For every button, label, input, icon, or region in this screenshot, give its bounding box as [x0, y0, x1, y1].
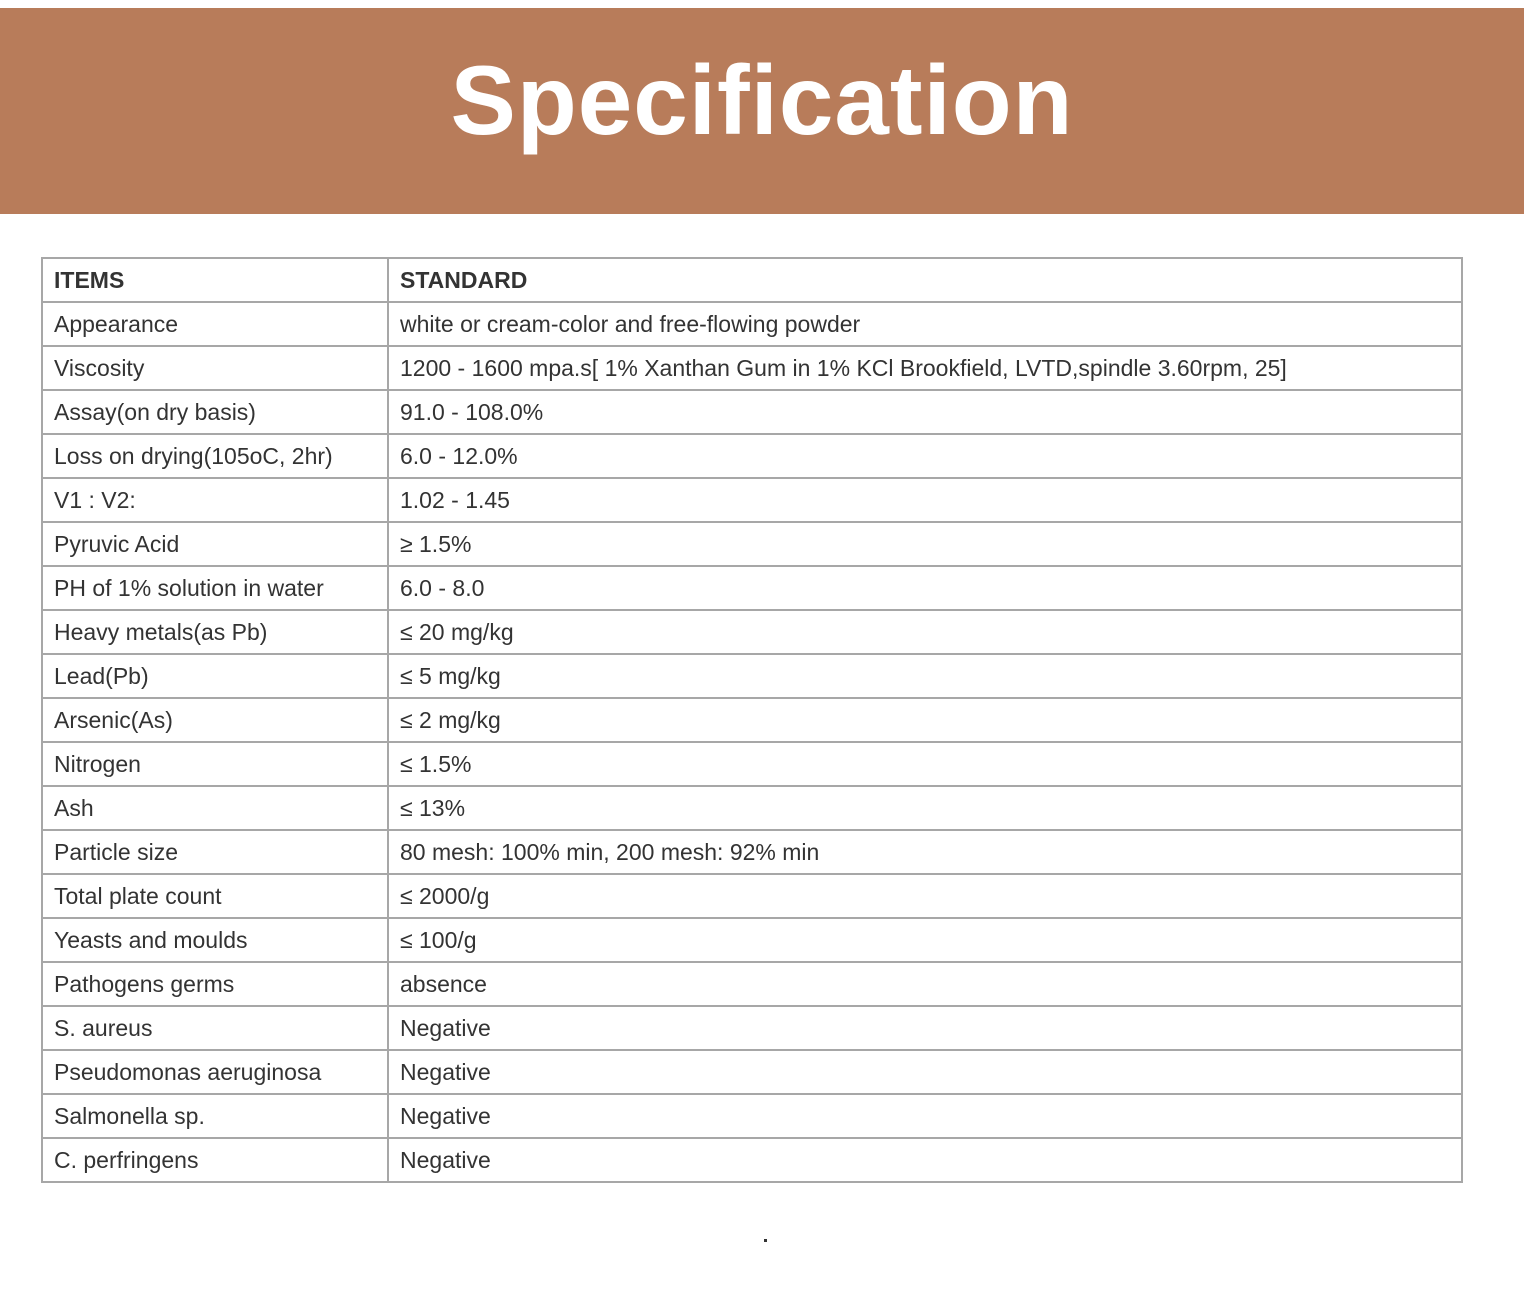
table-row [42, 390, 1462, 434]
table-row [42, 346, 1462, 390]
table-row [42, 610, 1462, 654]
item-cell: Pathogens germs [42, 962, 388, 1006]
table-row [42, 1138, 1462, 1182]
standard-cell: 6.0 - 8.0 [388, 566, 1462, 610]
table-row [42, 1006, 1462, 1050]
table-row [42, 874, 1462, 918]
item-cell: C. perfringens [42, 1138, 388, 1182]
item-cell: Viscosity [42, 346, 388, 390]
specification-table [41, 257, 1463, 1183]
item-cell: Assay(on dry basis) [42, 390, 388, 434]
standard-cell: absence [388, 962, 1462, 1006]
table-row [42, 522, 1462, 566]
standard-cell: ≤ 2 mg/kg [388, 698, 1462, 742]
standard-cell: 1.02 - 1.45 [388, 478, 1462, 522]
item-cell: Particle size [42, 830, 388, 874]
standard-cell: 1200 - 1600 mpa.s[ 1% Xanthan Gum in 1% KCl Brookfield, LVTD,spindle 3.60rpm, 25] [388, 346, 1462, 390]
table-row [42, 786, 1462, 830]
standard-cell: ≤ 5 mg/kg [388, 654, 1462, 698]
item-cell: Total plate count [42, 874, 388, 918]
column-header-standard: STANDARD [388, 258, 1462, 302]
standard-cell: white or cream-color and free-flowing powder [388, 302, 1462, 346]
item-cell: Arsenic(As) [42, 698, 388, 742]
table-row [42, 566, 1462, 610]
item-cell: Yeasts and moulds [42, 918, 388, 962]
table-row [42, 830, 1462, 874]
table-row [42, 698, 1462, 742]
item-cell: Nitrogen [42, 742, 388, 786]
table-row [42, 478, 1462, 522]
item-cell: Loss on drying(105oC, 2hr) [42, 434, 388, 478]
item-cell: Heavy metals(as Pb) [42, 610, 388, 654]
standard-cell: Negative [388, 1138, 1462, 1182]
table-body [42, 302, 1462, 1182]
item-cell: Lead(Pb) [42, 654, 388, 698]
table-row [42, 434, 1462, 478]
standard-cell: 91.0 - 108.0% [388, 390, 1462, 434]
item-cell: PH of 1% solution in water [42, 566, 388, 610]
standard-cell: ≤ 20 mg/kg [388, 610, 1462, 654]
page-title: Specification [450, 44, 1074, 155]
column-header-items: ITEMS [42, 258, 388, 302]
table-row [42, 654, 1462, 698]
standard-cell: Negative [388, 1094, 1462, 1138]
stray-dot [764, 1239, 767, 1242]
standard-cell: ≤ 2000/g [388, 874, 1462, 918]
item-cell: Pseudomonas aeruginosa [42, 1050, 388, 1094]
table-row [42, 918, 1462, 962]
table-header-row [42, 258, 1462, 302]
item-cell: Pyruvic Acid [42, 522, 388, 566]
table-row [42, 1094, 1462, 1138]
standard-cell: ≥ 1.5% [388, 522, 1462, 566]
table-row [42, 962, 1462, 1006]
standard-cell: Negative [388, 1050, 1462, 1094]
item-cell: Ash [42, 786, 388, 830]
table-row [42, 742, 1462, 786]
header-banner [0, 8, 1524, 214]
standard-cell: Negative [388, 1006, 1462, 1050]
item-cell: Salmonella sp. [42, 1094, 388, 1138]
standard-cell: 6.0 - 12.0% [388, 434, 1462, 478]
standard-cell: ≤ 13% [388, 786, 1462, 830]
standard-cell: ≤ 1.5% [388, 742, 1462, 786]
item-cell: Appearance [42, 302, 388, 346]
table-row [42, 1050, 1462, 1094]
standard-cell: ≤ 100/g [388, 918, 1462, 962]
item-cell: S. aureus [42, 1006, 388, 1050]
item-cell: V1 : V2: [42, 478, 388, 522]
standard-cell: 80 mesh: 100% min, 200 mesh: 92% min [388, 830, 1462, 874]
table-row [42, 302, 1462, 346]
